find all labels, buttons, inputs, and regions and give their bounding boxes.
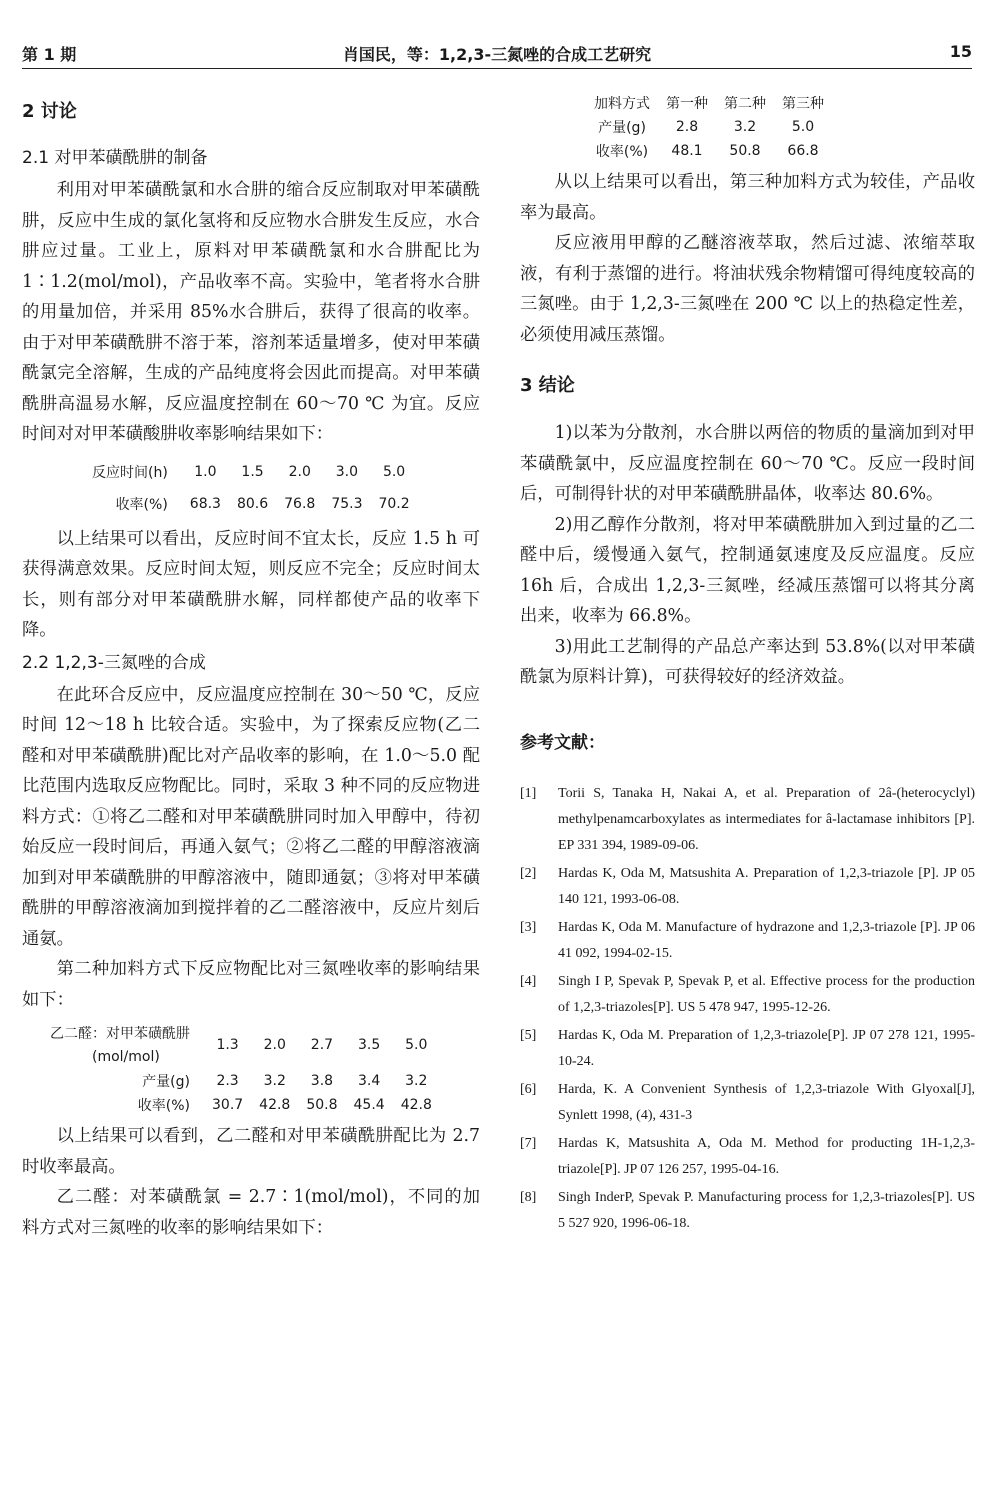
reference-item (520, 1077, 975, 1129)
reference-text: Harda, K. A Convenient Synthesis of 1,2,3-triazole With Glyoxal[J], Synlett 1998, (4), 431-3 (558, 1081, 975, 1123)
reference-text: Torii S, Tanaka H, Nakai A, et al. Preparation of 2â-(heterocyclyl) methylpenamcarboxylates as intermediates for â-lactamase inhibitors [P]. EP 331 394, 1989-09-06. (558, 785, 975, 853)
table-row-label: 收率(%) (115, 496, 168, 513)
table-header-label: 加料方式 (594, 96, 650, 112)
table-cell: 3.2 (263, 1073, 286, 1089)
reference-number: [6] (520, 1081, 537, 1097)
paragraph-extraction: 反应液用甲醇的乙醚溶液萃取，然后过滤、浓缩萃取液，有利于蒸馏的进行。将油状残余物精馏可得纯度较高的三氮唑。由于 1,2,3-三氮唑在 200 ℃ 以上的热稳定性差，必须使用减压蒸馏。 (520, 233, 975, 345)
table-cell: 2.3 (216, 1073, 239, 1089)
reference-number: [7] (520, 1135, 537, 1151)
running-header (22, 38, 972, 69)
reference-text: Hardas K, Oda M. Preparation of 1,2,3-triazole[P]. JP 07 278 121, 1995-10-24. (558, 1027, 975, 1069)
table-cell: 68.3 (189, 495, 221, 512)
table-cell: 2.0 (263, 1037, 286, 1053)
table-cell: 3.5 (357, 1037, 381, 1053)
table-row-label: 反应时间(h) (92, 464, 168, 481)
section-3-heading: 3 结论 (520, 375, 575, 396)
paragraph-feed-intro: 乙二醛：对苯磺酰氯 = 2.7∶1(mol/mol)，不同的加料方式对三氮唑的收率的影响结果如下： (22, 1187, 480, 1238)
paragraph-feed-result: 从以上结果可以看出，第三种加料方式为较佳，产品收率为最高。 (520, 172, 975, 223)
reference-item (520, 1023, 975, 1075)
table-cell: 45.4 (353, 1097, 385, 1113)
paragraph-2-1-result: 以上结果可以看出，反应时间不宜太长，反应 1.5 h 可获得满意效果。反应时间太短，则反应不完全；反应时间太长，则有部分对甲苯磺酰肼水解，同样都使产品的收率下降。 (22, 528, 480, 640)
reference-item (520, 781, 975, 859)
page-number: 15 (949, 42, 972, 61)
references-heading: 参考文献： (520, 732, 605, 753)
reference-number: [4] (520, 973, 537, 989)
table-cell: 70.2 (378, 495, 410, 512)
table-cell: 50.8 (729, 143, 761, 159)
table-cell: 48.1 (671, 143, 703, 159)
table-cell: 3.2 (733, 119, 757, 135)
reference-number: [1] (520, 785, 537, 801)
reference-item (520, 861, 975, 913)
table-row-label: 收率(%) (137, 1098, 190, 1114)
table-row-label: 产量(g) (598, 120, 646, 136)
reference-text: Hardas K, Oda M. Manufacture of hydrazone and 1,2,3-triazole [P]. JP 06 41 092, 1994-02-15. (558, 919, 975, 961)
table-cell: 76.8 (284, 495, 316, 512)
right-column (520, 85, 975, 1239)
table-cell: 75.3 (331, 495, 363, 512)
feed-method-table (586, 91, 832, 163)
reference-number: [5] (520, 1027, 537, 1043)
table-row-label: 收率(%) (595, 144, 649, 160)
table-cell: 3.2 (405, 1073, 428, 1089)
table-cell: 1.3 (216, 1037, 239, 1053)
table-row-label-unit: (mol/mol) (92, 1049, 160, 1065)
reference-text: Hardas K, Matsushita A, Oda M. Method for producting 1H-1,2,3-triazole[P]. JP 07 126 257, 1995-04-16. (558, 1135, 975, 1177)
reference-item (520, 915, 975, 967)
table-cell: 1.0 (194, 463, 217, 480)
reference-item (520, 1131, 975, 1183)
reference-item (520, 1185, 975, 1237)
paragraph-2-1: 利用对甲苯磺酰氯和水合肼的缩合反应制取对甲苯磺酰肼，反应中生成的氯化氢将和反应物水合肼发生反应，水合肼应过量。工业上，原料对甲苯磺酰氯和水合肼配比为 1∶1.2(mol/mol)，产品收率不高。实验中，笔者将水合肼的用量加倍，并采用 85%水合肼后，获得了很高的收率。由于对甲苯磺酰肼不溶于苯，溶剂苯适量增多，使对甲苯磺酰氯完全溶解，生成的产品纯度将会因此而提高。对甲苯磺酰肼高温易水解，反应温度控制在 60～70 ℃ 为宜。反应时间对对甲苯磺酸肼收率影响结果如下： (22, 180, 480, 444)
reference-number: [8] (520, 1189, 537, 1205)
section-2-1-heading: 2.1 对甲苯磺酰肼的制备 (22, 148, 208, 168)
table-row-label: 乙二醛：对甲苯磺酰肼 (50, 1026, 190, 1042)
section-2-heading: 2 讨论 (22, 101, 77, 122)
reaction-time-table (84, 456, 418, 520)
reactant-ratio-table (42, 1021, 440, 1117)
table-header-cell: 第一种 (666, 96, 708, 112)
table-cell: 80.6 (236, 495, 269, 512)
conclusion-3: 3)用此工艺制得的产品总产率达到 53.8%(以对甲苯磺酰氯为原料计算)，可获得较好的经济效益。 (520, 636, 975, 687)
reference-text: Hardas K, Oda M, Matsushita A. Preparation of 1,2,3-triazole [P]. JP 05 140 121, 1993-06-08. (558, 865, 975, 907)
reference-number: [3] (520, 919, 537, 935)
section-2-2-heading: 2.2 1,2,3-三氮唑的合成 (22, 652, 206, 673)
table-cell: 2.0 (288, 463, 311, 480)
reference-number: [2] (520, 865, 537, 881)
table-cell: 1.5 (241, 463, 264, 480)
reference-text: Singh I P, Spevak P, Spevak P, et al. Effective process for the production of 1,2,3-triazoles[P]. US 5 478 947, 1995-12-26. (558, 973, 975, 1015)
reference-item (520, 969, 975, 1021)
table-cell: 5.0 (405, 1037, 428, 1053)
table-header-cell: 第三种 (782, 96, 824, 112)
table-cell: 30.7 (212, 1097, 244, 1113)
table-row-label: 产量(g) (142, 1074, 190, 1090)
table-cell: 5.0 (791, 119, 815, 135)
paragraph-ratio-intro: 第二种加料方式下反应物配比对三氮唑收率的影响结果如下： (22, 959, 480, 1010)
reference-list (520, 781, 975, 1237)
table-cell: 50.8 (306, 1097, 338, 1113)
table-cell: 5.0 (382, 463, 406, 480)
table-cell: 2.7 (310, 1037, 334, 1053)
issue-number: 第 1 期 (22, 45, 77, 64)
paragraph-ratio-result: 以上结果可以看到，乙二醛和对甲苯磺酰肼配比为 2.7 时收率最高。 (22, 1126, 480, 1177)
table-cell: 42.8 (400, 1097, 432, 1113)
paragraph-2-2: 在此环合反应中，反应温度应控制在 30～50 ℃，反应时间 12～18 h 比较合适。实验中，为了探索反应物(乙二醛和对甲苯磺酰肼)配比对产品收率的影响，在 1.0～5.0 配比范围内选取反应物配比。同时，采取 3 种不同的反应物进料方式：①将乙二醛和对甲苯磺酰肼同时加入甲醇中，待初始反应一段时间后，再通入氨气；②将乙二醛的甲醇溶液滴加到对甲苯磺酰肼的甲醇溶液中，随即通氨；③将对甲苯磺酰肼的甲醇溶液滴加到搅拌着的乙二醛溶液中，反应片刻后通氨。 (22, 684, 480, 949)
left-column (22, 85, 480, 1243)
table-cell: 66.8 (787, 143, 819, 159)
table-cell: 42.8 (259, 1097, 291, 1113)
table-cell: 2.8 (675, 119, 699, 135)
conclusion-2: 2)用乙醇作分散剂，将对甲苯磺酰肼加入到过量的乙二醛中后，缓慢通入氨气，控制通氨速度及反应温度。反应 16h 后，合成出 1,2,3-三氮唑，经减压蒸馏可以将其分离出来，收率为 66.8%。 (520, 514, 975, 626)
table-cell: 3.0 (335, 463, 359, 480)
table-cell: 3.4 (357, 1073, 381, 1089)
conclusion-1: 1)以苯为分散剂，水合肼以两倍的物质的量滴加到对甲苯磺酰氯中，反应温度控制在 60～70 ℃。反应一段时间后，可制得针状的对甲苯磺酰肼晶体，收率达 80.6%。 (520, 423, 975, 504)
table-cell: 3.8 (310, 1073, 334, 1089)
table-header-cell: 第二种 (724, 96, 766, 112)
running-title: 肖国民，等：1,2,3-三氮唑的合成工艺研究 (342, 45, 652, 64)
reference-text: Singh InderP, Spevak P. Manufacturing process for 1,2,3-triazoles[P]. US 5 527 920, 1996-06-18. (558, 1189, 975, 1231)
